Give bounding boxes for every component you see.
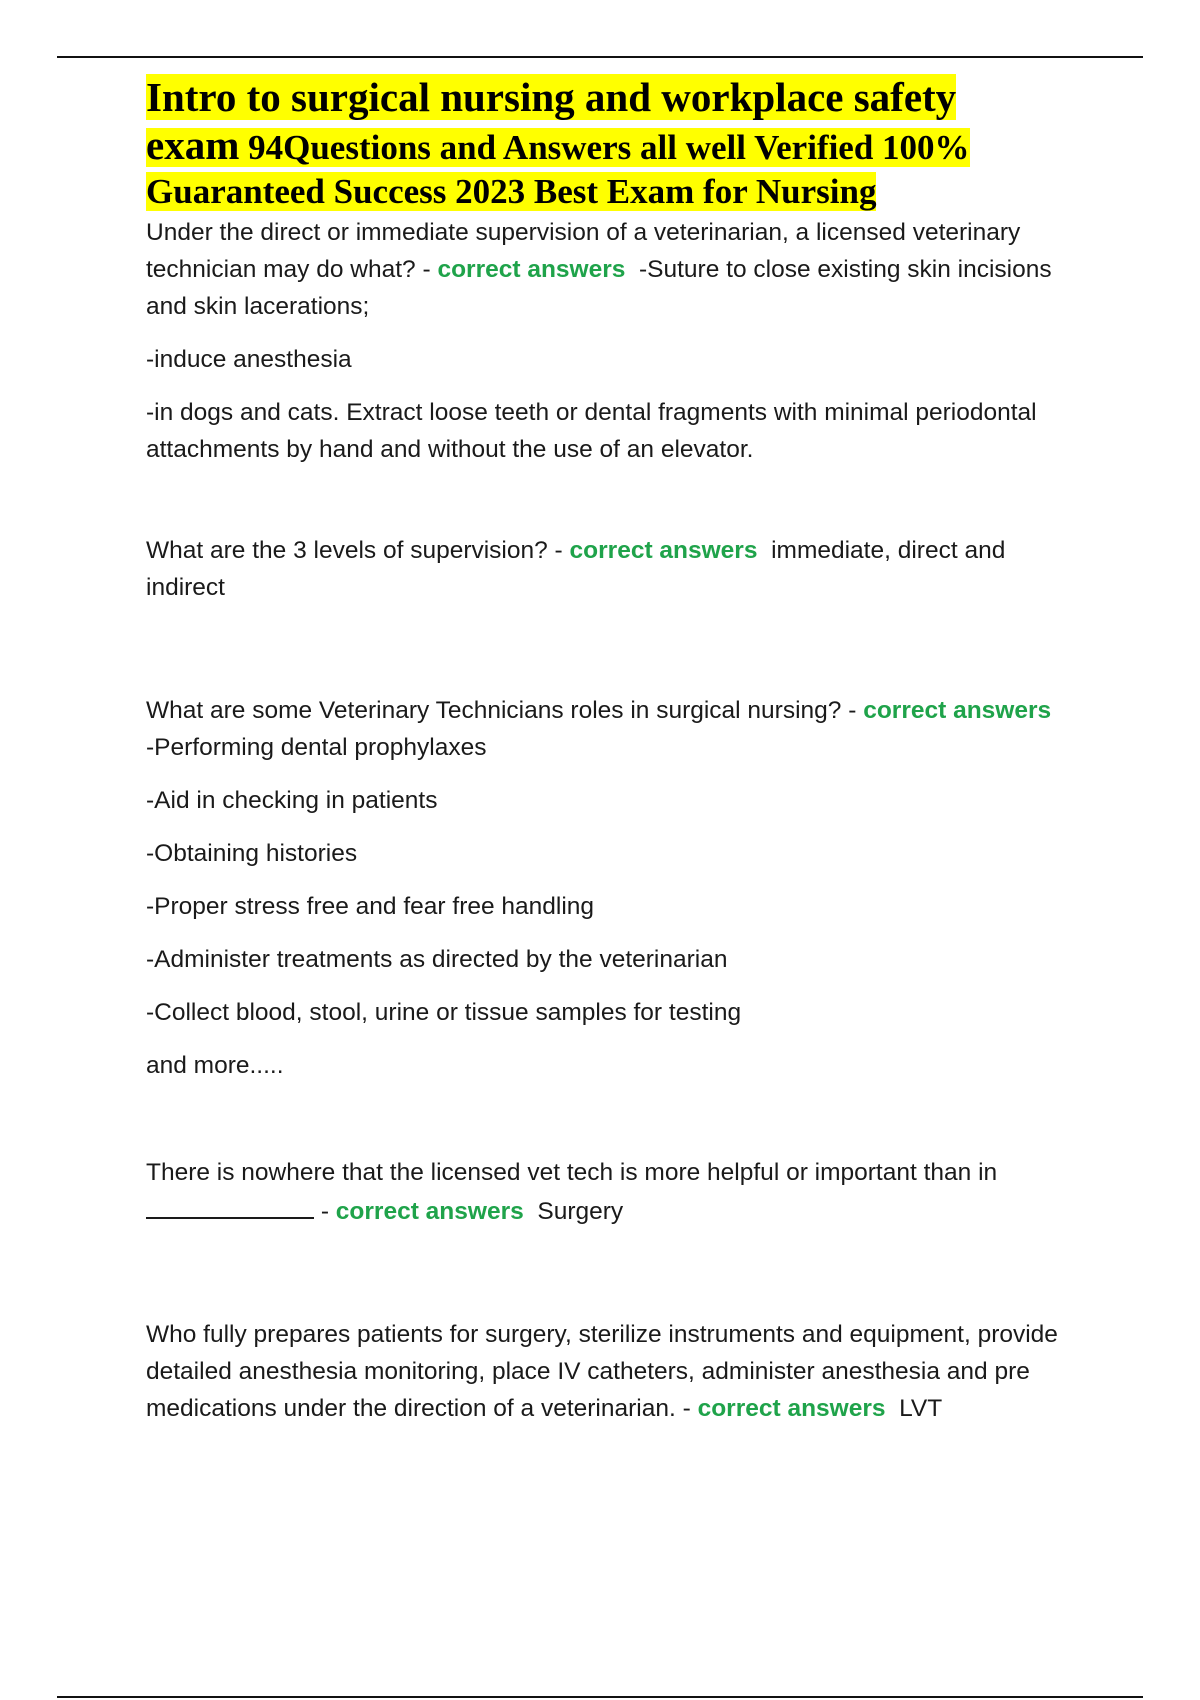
question-text: What are some Veterinary Technicians roles in surgical nursing? - correct answers -Performing dental prophylaxes: [146, 697, 1052, 761]
question-text: Under the direct or immediate supervision of a veterinarian, a licensed veterinary technician may do what? - correct answers -Suture to close existing skin incisions and skin lacerations;: [146, 219, 1052, 320]
correct-answers-label: correct answers: [437, 256, 626, 283]
answer-line: -in dogs and cats. Extract loose teeth or dental fragments with minimal periodontal attachments by hand and without the use of an elevator.: [146, 399, 1037, 463]
qa-list: [146, 214, 1086, 1427]
answer-line: -Performing dental prophylaxes: [146, 734, 487, 761]
answer-line: and more.....: [146, 1052, 284, 1079]
qa-item: [146, 692, 1086, 1084]
qa-item: [146, 214, 1086, 468]
top-rule: [57, 56, 1143, 58]
qa-item: [146, 532, 1086, 606]
correct-answers-label: correct answers: [697, 1395, 886, 1422]
answer-text: LVT: [899, 1395, 943, 1422]
answer-line: -induce anesthesia: [146, 346, 352, 373]
correct-answers-label: correct answers: [863, 697, 1052, 724]
answer-line: -Proper stress free and fear free handling: [146, 893, 595, 920]
question-text: Who fully prepares patients for surgery, sterilize instruments and equipment, provide detailed anesthesia monitoring, place IV catheters, administer anesthesia and pre medications under the direction of a veterinarian. - correct answers LVT: [146, 1321, 1058, 1422]
qa-item: [146, 1316, 1086, 1427]
answer-line: -Aid in checking in patients: [146, 787, 438, 814]
qa-item: [146, 1154, 1086, 1230]
bottom-rule: [57, 1696, 1143, 1698]
title-line-2: 94Questions and Answers all well Verified 100%: [248, 128, 970, 167]
answer-line: -Obtaining histories: [146, 840, 358, 867]
document-body: [146, 72, 1086, 1497]
question-text: There is nowhere that the licensed vet tech is more helpful or important than in - correct answers Surgery: [146, 1159, 998, 1225]
question-text: What are the 3 levels of supervision? - correct answers immediate, direct and indirect: [146, 537, 1006, 601]
answer-line: -Administer treatments as directed by the veterinarian: [146, 946, 728, 973]
answer-line: -Collect blood, stool, urine or tissue samples for testing: [146, 999, 742, 1026]
title-line-2-lead: exam: [146, 122, 240, 168]
fill-in-blank: [146, 1191, 314, 1219]
title-line-1: Intro to surgical nursing and workplace safety: [146, 74, 957, 120]
correct-answers-label: correct answers: [569, 537, 758, 564]
document-title: [146, 72, 1086, 214]
title-line-3: Guaranteed Success 2023 Best Exam for Nursing: [146, 172, 877, 211]
answer-text: immediate, direct and indirect: [146, 537, 1006, 601]
answer-text: -Suture to close existing skin incisions and skin lacerations;: [146, 256, 1052, 320]
answer-text: Surgery: [537, 1198, 624, 1225]
correct-answers-label: correct answers: [335, 1198, 524, 1225]
